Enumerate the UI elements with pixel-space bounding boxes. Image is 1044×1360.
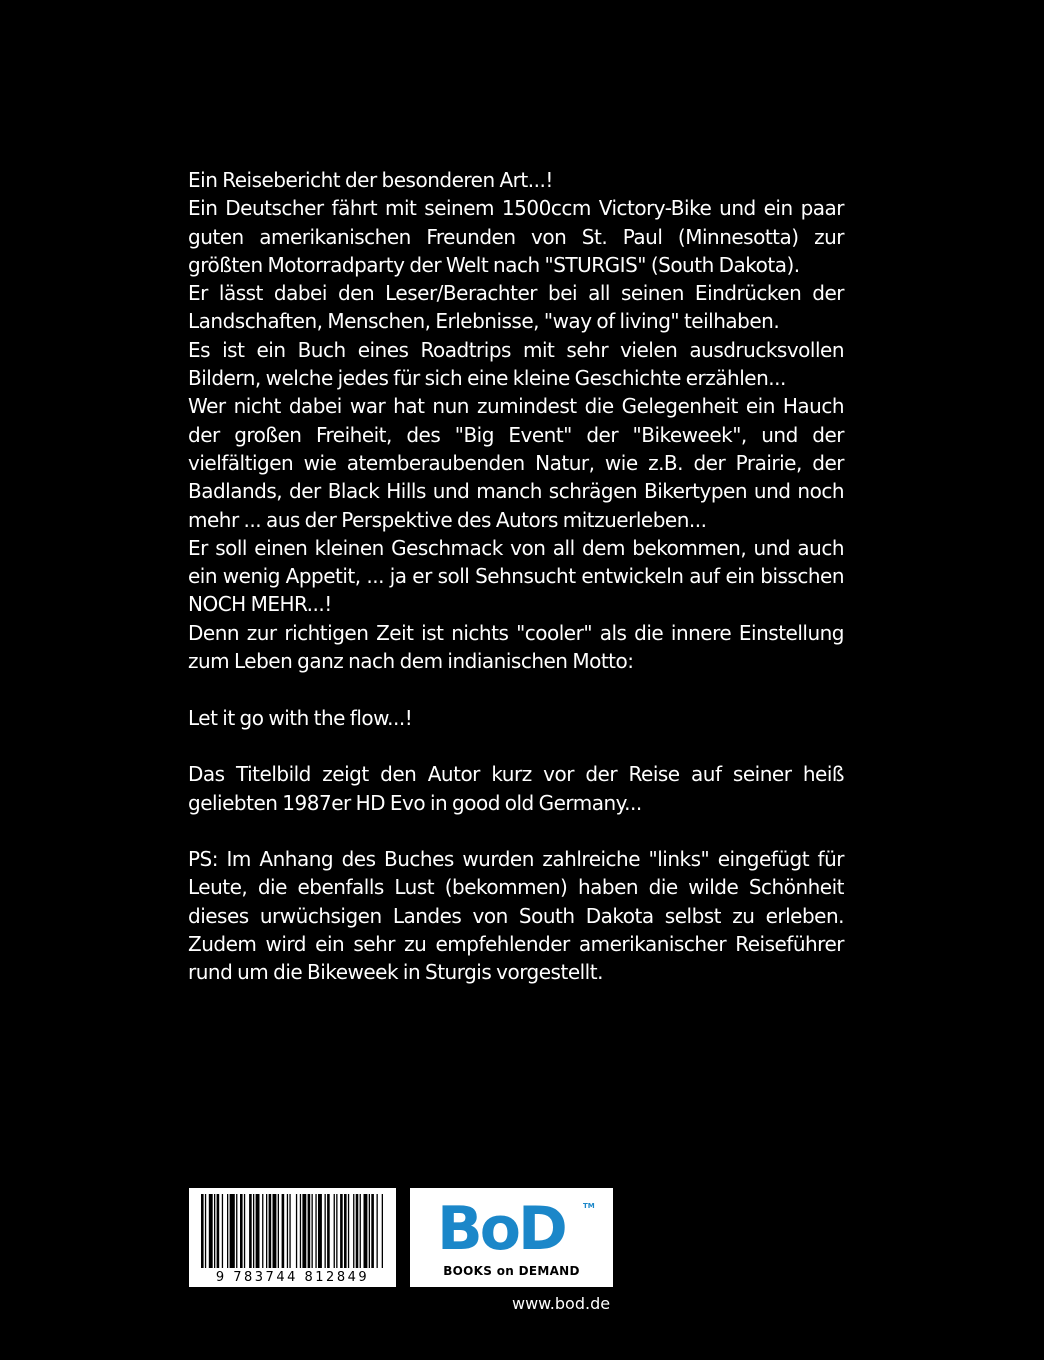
barcode-bar xyxy=(266,1194,267,1268)
barcode-bar xyxy=(249,1194,252,1268)
bod-logo-mark: BoD xyxy=(437,1194,565,1264)
barcode-bar xyxy=(205,1194,206,1268)
barcode-bar xyxy=(382,1194,383,1268)
barcode-bar xyxy=(236,1194,237,1268)
trademark-symbol: TM xyxy=(583,1202,595,1210)
blurb-paragraph: Er soll einen kleinen Geschmack von all dem bekommen, und auch ein wenig Appetit, ... ja er soll Sehnsucht entwickeln auf ein bisschen NOCH MEHR...! xyxy=(188,535,844,617)
blurb-cover-note: Das Titelbild zeigt den Autor kurz vor der Reise auf seiner heiß geliebten 1987er HD Evo in good old Germany... xyxy=(188,762,844,815)
barcode-bar xyxy=(364,1194,368,1268)
barcode-bar xyxy=(201,1194,204,1268)
blurb-paragraph: Wer nicht dabei war hat nun zumindest die Gelegenheit ein Hauch der großen Freiheit, des "Big Event" der "Bikeweek", und der vielfältigen wie atemberaubenden Natur, wie z.B. der Prairie, der Badlands, der Black Hills und manch schrägen Bikertypen und noch mehr ... aus der Perspektive des Autors mitzuerleben... xyxy=(188,394,844,532)
barcode-bar xyxy=(262,1194,263,1268)
barcode-bar xyxy=(360,1194,361,1268)
barcode-bar xyxy=(282,1194,285,1268)
barcode-bar xyxy=(336,1194,337,1268)
isbn-barcode xyxy=(189,1188,396,1287)
barcode-bar xyxy=(296,1194,297,1268)
barcode-bar xyxy=(371,1194,374,1268)
barcode-bar xyxy=(222,1194,223,1268)
barcode-bar xyxy=(308,1194,311,1268)
barcode-bar xyxy=(230,1194,235,1268)
blurb-paragraph: Denn zur richtigen Zeit ist nichts "cooler" als die innere Einstellung zum Leben ganz nach dem indianischen Motto: xyxy=(188,620,844,674)
barcode-bar xyxy=(348,1194,349,1268)
barcode-bar xyxy=(356,1194,359,1268)
barcode-bar xyxy=(217,1194,220,1268)
back-cover-blurb xyxy=(188,166,844,987)
barcode-bar xyxy=(269,1194,272,1268)
barcode-bar xyxy=(325,1194,326,1268)
barcode-bar xyxy=(300,1194,301,1268)
publisher-website[interactable]: www.bod.de xyxy=(512,1294,611,1313)
barcode-bar xyxy=(377,1194,378,1268)
blurb-motto: Let it go with the flow...! xyxy=(188,705,413,730)
barcode-bar xyxy=(312,1194,313,1268)
isbn-number: 9 783744 812849 xyxy=(215,1270,370,1285)
barcode-bar xyxy=(327,1194,330,1268)
barcode-bar xyxy=(315,1194,316,1268)
barcode-bar xyxy=(253,1194,254,1268)
barcode-bar xyxy=(344,1194,347,1268)
blurb-intro: Ein Reisebericht der besonderen Art...! xyxy=(188,168,553,192)
blurb-postscript: PS: Im Anhang des Buches wurden zahlreiche "links" eingefügt für Leute, die ebenfalls Lust (bekommen) haben die wilde Schönheit dieses urwüchsigen Landes von South Dakota selbst zu erleben. Zudem wird ein sehr zu empfehlender amerikanischer Reiseführer rund um die Bikeweek in Sturgis vorgestellt. xyxy=(188,847,844,985)
barcode-bar xyxy=(287,1194,288,1268)
blurb-paragraph: Ein Deutscher fährt mit seinem 1500ccm Victory-Bike und ein paar guten amerikanischen Freunden von St. Paul (Minnesotta) zur größten Motorradparty der Welt nach "STURGIS" (South Dakota). xyxy=(188,196,844,277)
barcode-bar xyxy=(302,1194,306,1268)
barcode-bar xyxy=(318,1194,322,1268)
barcode-bar xyxy=(369,1194,370,1268)
barcode-bar xyxy=(334,1194,335,1268)
barcode-bar xyxy=(209,1194,213,1268)
barcode-bar xyxy=(244,1194,245,1268)
barcode-bar xyxy=(273,1194,277,1268)
barcode-bar xyxy=(278,1194,279,1268)
barcode-bar xyxy=(227,1194,228,1268)
barcode-bar xyxy=(240,1194,243,1268)
barcode-bar xyxy=(214,1194,215,1268)
barcode-bar xyxy=(353,1194,354,1268)
blurb-paragraph: Er lässt dabei den Leser/Berachter bei all seinen Eindrücken der Landschaften, Menschen, Erlebnisse, "way of living" teilhaben. xyxy=(188,281,844,334)
barcode-bar xyxy=(340,1194,343,1268)
publisher-logo xyxy=(410,1188,613,1287)
barcode-bar xyxy=(256,1194,260,1268)
barcode-bar xyxy=(289,1194,290,1268)
bod-tagline: BOOKS on DEMAND xyxy=(443,1264,580,1278)
blurb-paragraph: Es ist ein Buch eines Roadtrips mit sehr vielen ausdrucksvollen Bildern, welche jedes für sich eine kleine Geschichte erzählen... xyxy=(188,337,844,391)
